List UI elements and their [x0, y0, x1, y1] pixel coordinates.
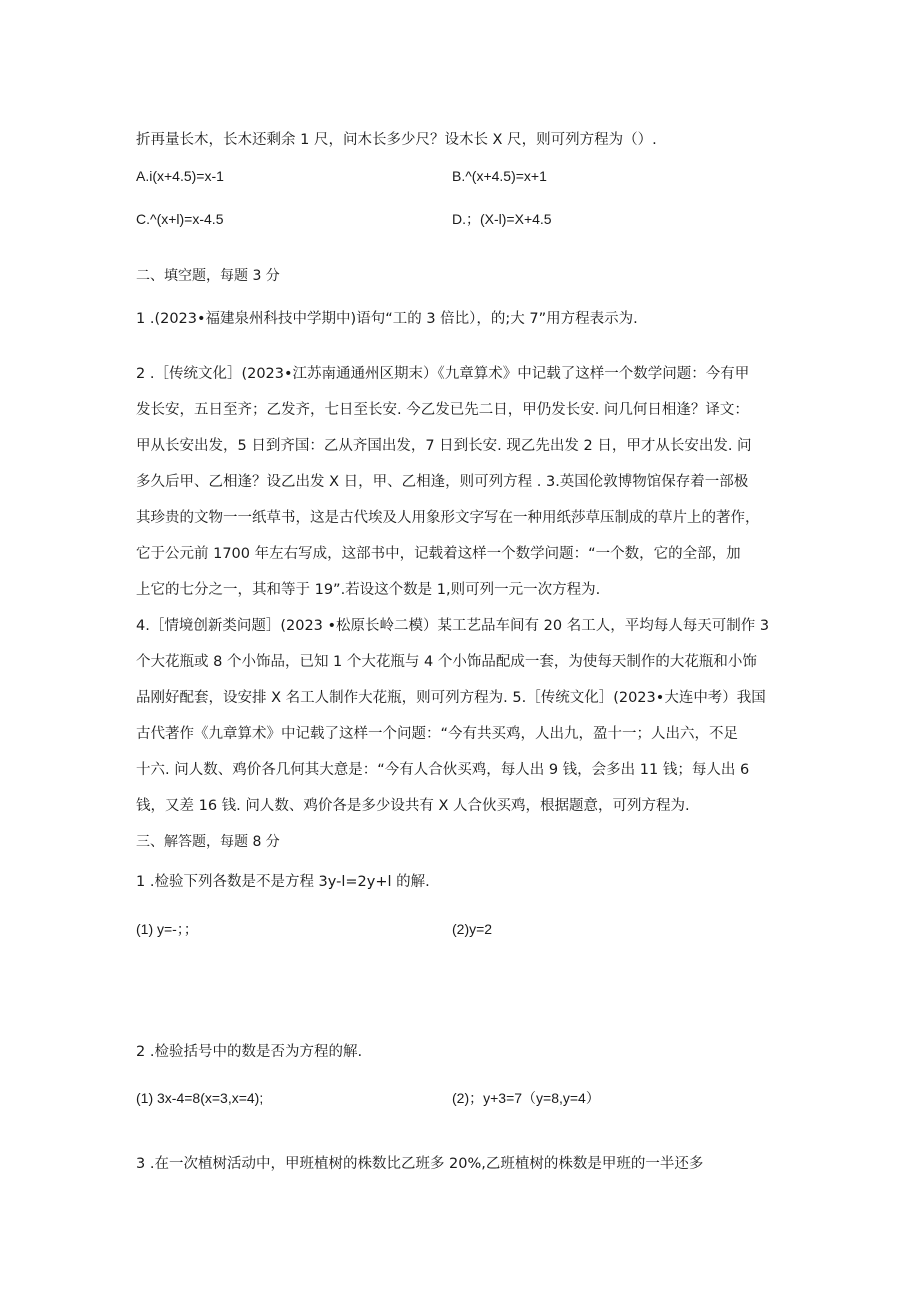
option-b: B.^(x+4.5)=x+1 — [452, 168, 547, 184]
check-item: (2)；y+3=7（y=8,y=4） — [452, 1090, 600, 1106]
problem-text-line: 古代著作《九章算术》中记载了这样一个问题：“今有共买鸡，人出九，盈十一；人出六，不足 — [136, 726, 739, 742]
check-item: (2)y=2 — [452, 921, 493, 937]
problem-text-line: 折再量长木，长木还剩余 1 尺，问木长多少尺？设木长 X 尺，则可列方程为（）. — [136, 132, 657, 148]
option-c: C.^(x+l)=x-4.5 — [136, 211, 224, 227]
problem-text-line: 它于公元前 1700 年左右写成，这部书中，记载着这样一个数学问题：“一个数，它的全部，加 — [136, 546, 741, 562]
problem-text-line: 其珍贵的文物一一纸草书，这是古代埃及人用象形文字写在一种用纸莎草压制成的草片上的著作， — [136, 510, 760, 526]
check-item: (1) 3x-4=8(x=3,x=4); — [136, 1090, 264, 1106]
problem-text-line: 发长安，五日至齐；乙发齐，七日至长安. 今乙发已先二日，甲仍发长安. 问几何日相逢？译文： — [136, 402, 749, 418]
check-item: (1) y=-；； — [136, 921, 198, 937]
problem-text-line: 上它的七分之一，其和等于 19”.若设这个数是 1,则可列一元一次方程为. — [136, 582, 601, 598]
problem-text-line: 品刚好配套，设安排 X 名工人制作大花瓶，则可列方程为. 5.［传统文化］(2023•大连中考）我国 — [136, 690, 766, 706]
problem-text-line: 十六. 问人数、鸡价各几何其大意是：“今有人合伙买鸡，每人出 9 钱，会多出 11 钱；每人出 6 — [136, 762, 750, 778]
problem-text-line: 多久后甲、乙相逢？设乙出发 X 日，甲、乙相逢，则可列方程 . 3.英国伦敦博物馆保存着一部极 — [136, 474, 749, 490]
problem-text-line: 2 .检验括号中的数是否为方程的解. — [136, 1044, 363, 1060]
problem-text-line: 4.［情境创新类问题］(2023 •松原长岭二模）某工艺品车间有 20 名工人，平均每人每天可制作 3 — [136, 618, 770, 634]
problem-text-line: 1 .(2023•福建泉州科技中学期中)语句“工的 3 倍比），的;大 7”用方程表示为. — [136, 311, 638, 327]
problem-text-line: 钱，又差 16 钱. 问人数、鸡价各是多少设共有 X 人合伙买鸡，根据题意，可列方程为. — [136, 798, 690, 814]
option-d: D.；(X-l)=X+4.5 — [452, 211, 552, 227]
problem-text-line: 甲从长安出发，5 日到齐国：乙从齐国出发，7 日到长安. 现乙先出发 2 日，甲才从长安出发. 问 — [136, 438, 752, 454]
section-heading-answer: 三、解答题，每题 8 分 — [136, 834, 280, 850]
option-a: A.i(x+4.5)=x-1 — [136, 168, 224, 184]
problem-text-line: 3 .在一次植树活动中，甲班植树的株数比乙班多 20%,乙班植树的株数是甲班的一半还多 — [136, 1156, 704, 1172]
problem-text-line: 2 .［传统文化］(2023•江苏南通通州区期末）《九章算术》中记载了这样一个数学问题：今有甲 — [136, 366, 750, 382]
problem-text-line: 个大花瓶或 8 个小饰品，已知 1 个大花瓶与 4 个小饰品配成一套，为使每天制作的大花瓶和小饰 — [136, 654, 757, 670]
problem-text-line: 1 .检验下列各数是不是方程 3y-l=2y+l 的解. — [136, 874, 430, 890]
section-heading-fill-in: 二、填空题，每题 3 分 — [136, 268, 280, 284]
